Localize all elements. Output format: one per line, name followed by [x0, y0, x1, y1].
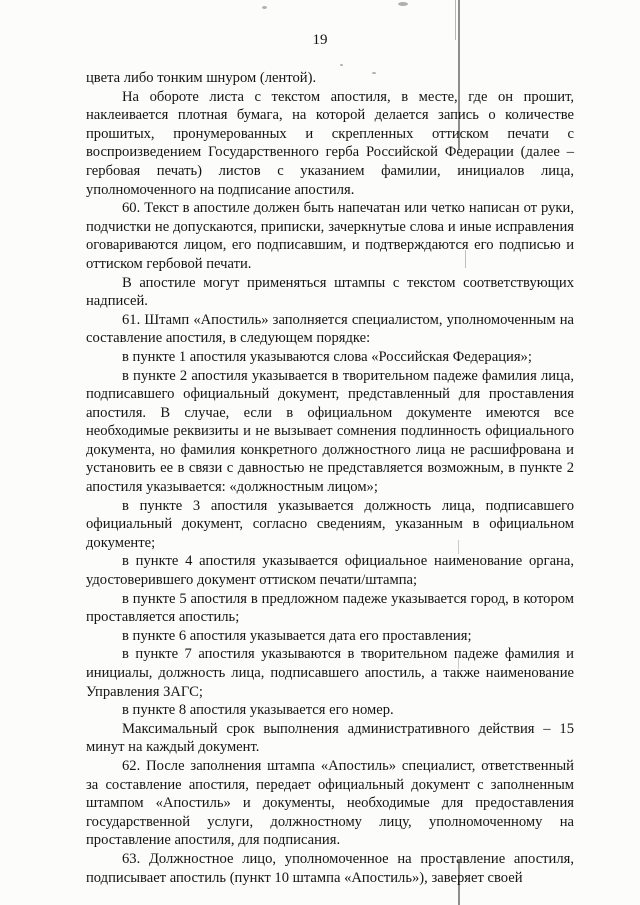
document-body: [86, 69, 574, 887]
paragraph: в пункте 8 апостиля указывается его номер.: [122, 702, 394, 719]
paragraph: в пункте 3 апостиля указывается должность лица, подписавшего официальный документ, согласно сведениям, указанным в официальном документе;: [86, 497, 574, 551]
scan-artifact-speck: [262, 6, 267, 9]
paragraph: в пункте 7 апостиля указываются в творительном падеже фамилия и инициалы, должность лица, подписавшего апостиль, а также наименование Управления ЗАГС;: [86, 646, 574, 700]
paragraph: 60. Текст в апостиле должен быть напечатан или четко написан от руки, подчистки не допускаются, приписки, зачеркнутые слова и иные исправления оговариваются лицом, его подписавшим, и подтверждаются его подписью и оттиском гербовой печати.: [86, 200, 574, 272]
scan-artifact-speck: [340, 64, 343, 66]
paragraph: цвета либо тонким шнуром (лентой).: [86, 70, 317, 86]
paragraph: На обороте листа с текстом апостиля, в месте, где он прошит, наклеивается плотная бумага, на которой делается запись о количестве прошитых, пронумерованных и скрепленных оттиском печати с воспроизведением Государственного герба Российской Федерации (далее – гербовая печать) листов с указанием фамилии, инициалов лица, уполномоченного на подписание апостиля.: [86, 88, 574, 198]
paragraph: 63. Должностное лицо, уполномоченное на проставление апостиля, подписывает апостиль (пункт 10 штампа «Апостиль»), заверяет своей: [86, 850, 574, 886]
paragraph: Максимальный срок выполнения административного действия – 15 минут на каждый документ.: [86, 720, 574, 756]
paragraph: в пункте 5 апостиля в предложном падеже указывается город, в котором проставляется апостиль;: [86, 590, 574, 626]
paragraph: в пункте 1 апостиля указываются слова «Российская Федерация»;: [122, 348, 532, 365]
paragraph: в пункте 4 апостиля указывается официальное наименование органа, удостоверившего документ оттиском печати/штампа;: [86, 553, 574, 589]
paragraph: 61. Штамп «Апостиль» заполняется специалистом, уполномоченным на составление апостиля, в следующем порядке:: [86, 311, 574, 347]
scan-artifact-speck: [398, 2, 408, 6]
paragraph: в пункте 2 апостиля указывается в творительном падеже фамилия лица, подписавшего официальный документ, представленный для проставления апостиля. В случае, если в официальном документе имеются все необходимые реквизиты и не вызывает сомнения подлинность официального документа, но фамилия конкретного должностного лица не расшифрована и установить ее в связи с давностью не представляется возможным, в пункте 2 апостиля указывается: «должностным лицом»;: [86, 367, 574, 496]
page-number: 19: [312, 32, 328, 48]
paragraph: в пункте 6 апостиля указывается дата его проставления;: [122, 627, 472, 644]
paragraph: 62. После заполнения штампа «Апостиль» специалист, ответственный за составление апостиля, передает официальный документ с заполненным штампом «Апостиль» и документы, необходимые для предоставления государственной услуги, должностному лицу, уполномоченному на проставление апостиля, для подписания.: [86, 757, 574, 849]
paragraph: В апостиле могут применяться штампы с текстом соответствующих надписей.: [86, 274, 574, 310]
